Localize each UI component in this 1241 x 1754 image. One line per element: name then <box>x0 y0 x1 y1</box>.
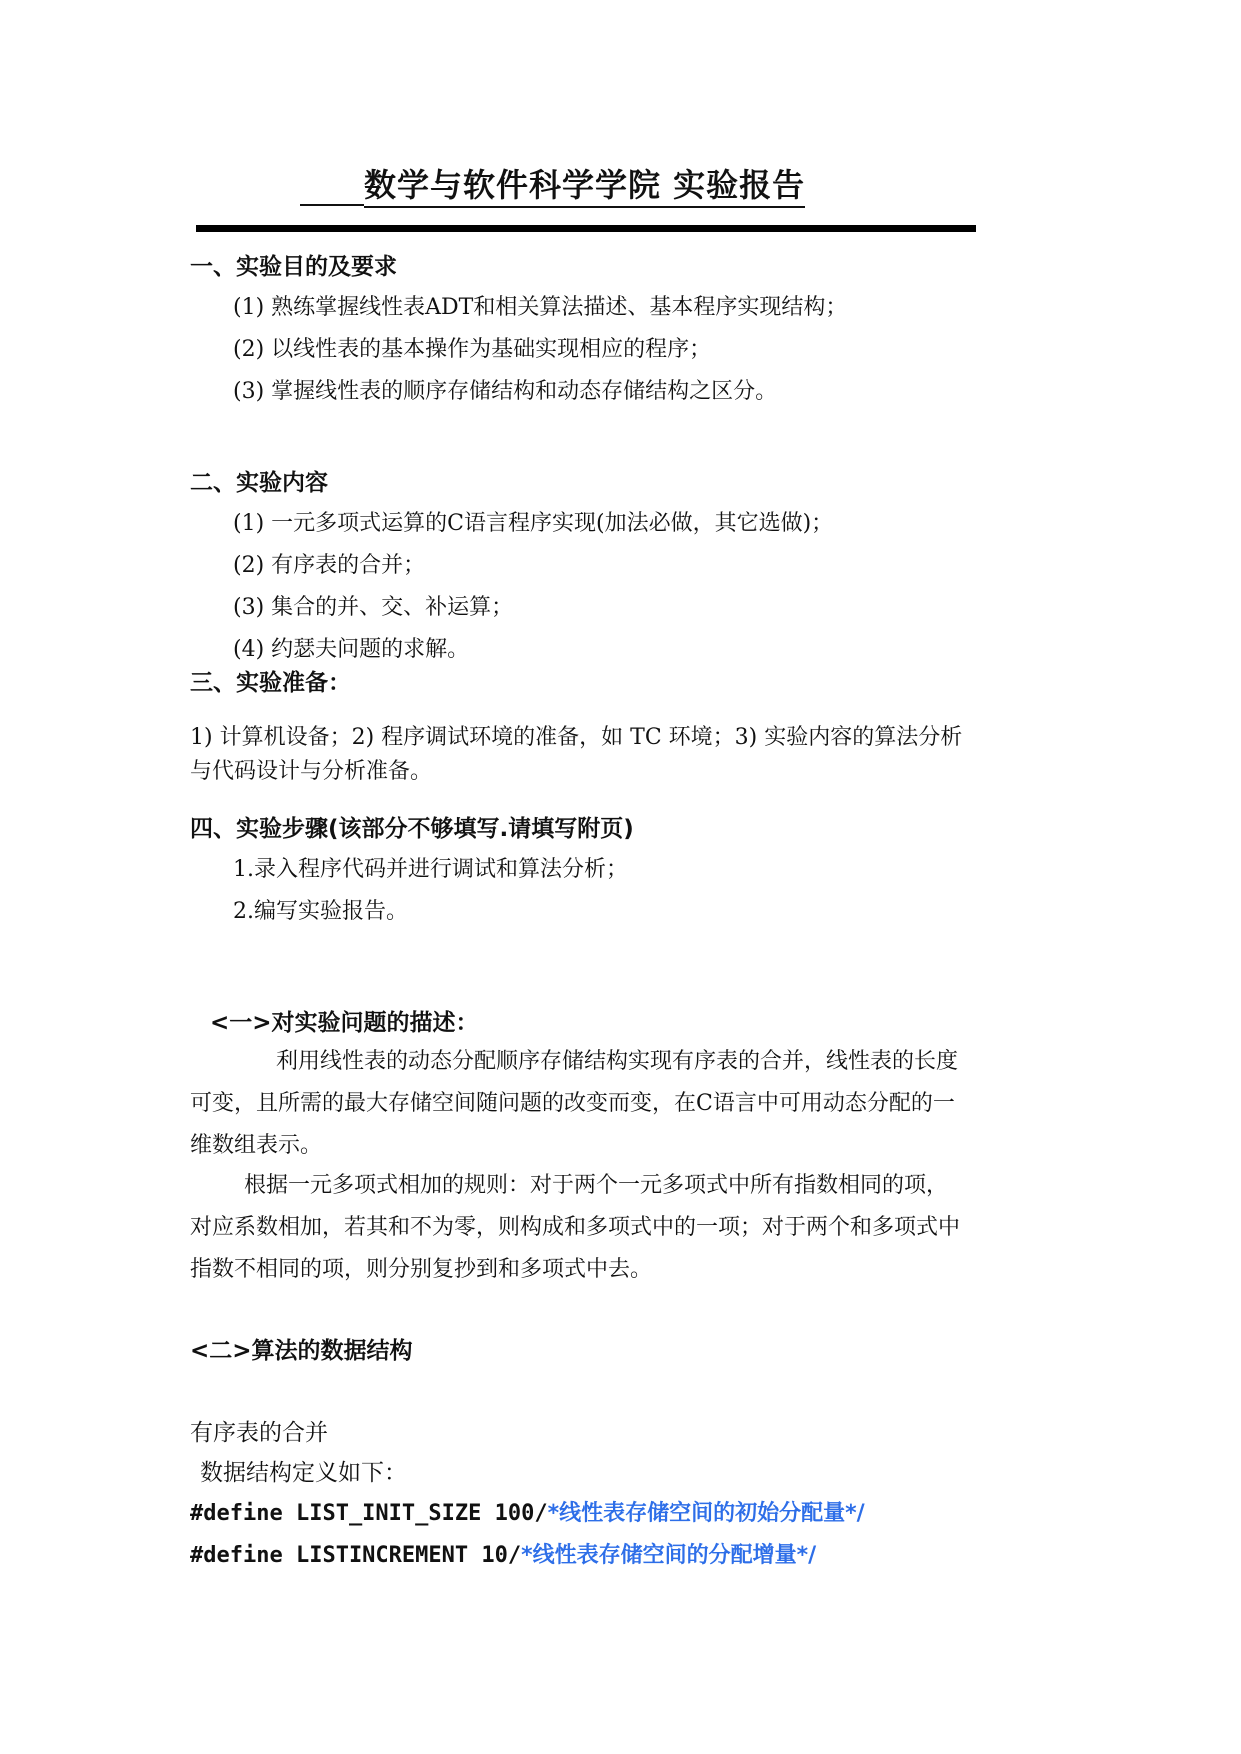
section2-item: (4) 约瑟夫问题的求解。 <box>233 637 470 662</box>
code-comment: *线性表存储空间的分配增量*/ <box>521 1543 817 1568</box>
title-underline-lead <box>300 172 364 206</box>
section1-item: (3) 掌握线性表的顺序存储结构和动态存储结构之区分。 <box>233 379 778 404</box>
section1-heading: 一、实验目的及要求 <box>190 254 397 280</box>
title-text: 数学与软件科学学院 实验报告 <box>364 166 805 208</box>
code-line-2 <box>190 1538 816 1569</box>
part1-para2-line: 指数不相同的项，则分别复抄到和多项式中去。 <box>190 1257 653 1282</box>
section2-item: (2) 有序表的合并； <box>233 553 426 578</box>
code-text: #define LIST_INIT_SIZE 100/ <box>190 1501 548 1526</box>
part1-para1-line: 维数组表示。 <box>190 1133 323 1158</box>
section2-item: (1) 一元多项式运算的C语言程序实现(加法必做，其它选做)； <box>233 511 834 536</box>
section3-line: 与代码设计与分析准备。 <box>190 759 433 784</box>
section1-item: (1) 熟练掌握线性表ADT和相关算法描述、基本程序实现结构； <box>233 295 848 320</box>
code-line-1 <box>190 1496 865 1527</box>
part1-heading: <一>对实验问题的描述： <box>210 1010 479 1036</box>
part2-subheading: 有序表的合并 <box>190 1420 328 1446</box>
part1-para2-line: 对应系数相加，若其和不为零，则构成和多项式中的一项；对于两个和多项式中 <box>190 1215 961 1240</box>
section4-item: 2.编写实验报告。 <box>233 899 408 924</box>
section2-item: (3) 集合的并、交、补运算； <box>233 595 514 620</box>
section2-heading: 二、实验内容 <box>190 470 328 496</box>
code-text: #define LISTINCREMENT 10/ <box>190 1543 522 1568</box>
part1-para1-line: 利用线性表的动态分配顺序存储结构实现有序表的合并，线性表的长度 <box>276 1049 959 1074</box>
part1-para1-line: 可变，且所需的最大存储空间随问题的改变而变，在C语言中可用动态分配的一 <box>190 1091 955 1116</box>
section4-heading: 四、实验步骤(该部分不够填写.请填写附页) <box>190 816 634 842</box>
section1-item: (2) 以线性表的基本操作为基础实现相应的程序； <box>233 337 712 362</box>
title-rule <box>196 225 976 232</box>
code-comment: *线性表存储空间的初始分配量*/ <box>547 1501 865 1526</box>
section3-line: 1) 计算机设备；2) 程序调试环境的准备，如 TC 环境；3) 实验内容的算法分析 <box>190 725 963 750</box>
section3-heading: 三、实验准备： <box>190 670 351 696</box>
part2-intro: 数据结构定义如下： <box>200 1460 407 1486</box>
part1-para2-line: 根据一元多项式相加的规则：对于两个一元多项式中所有指数相同的项， <box>244 1173 949 1198</box>
page-title <box>300 160 805 206</box>
section4-item: 1.录入程序代码并进行调试和算法分析； <box>233 857 628 882</box>
part2-heading: <二>算法的数据结构 <box>190 1338 413 1364</box>
